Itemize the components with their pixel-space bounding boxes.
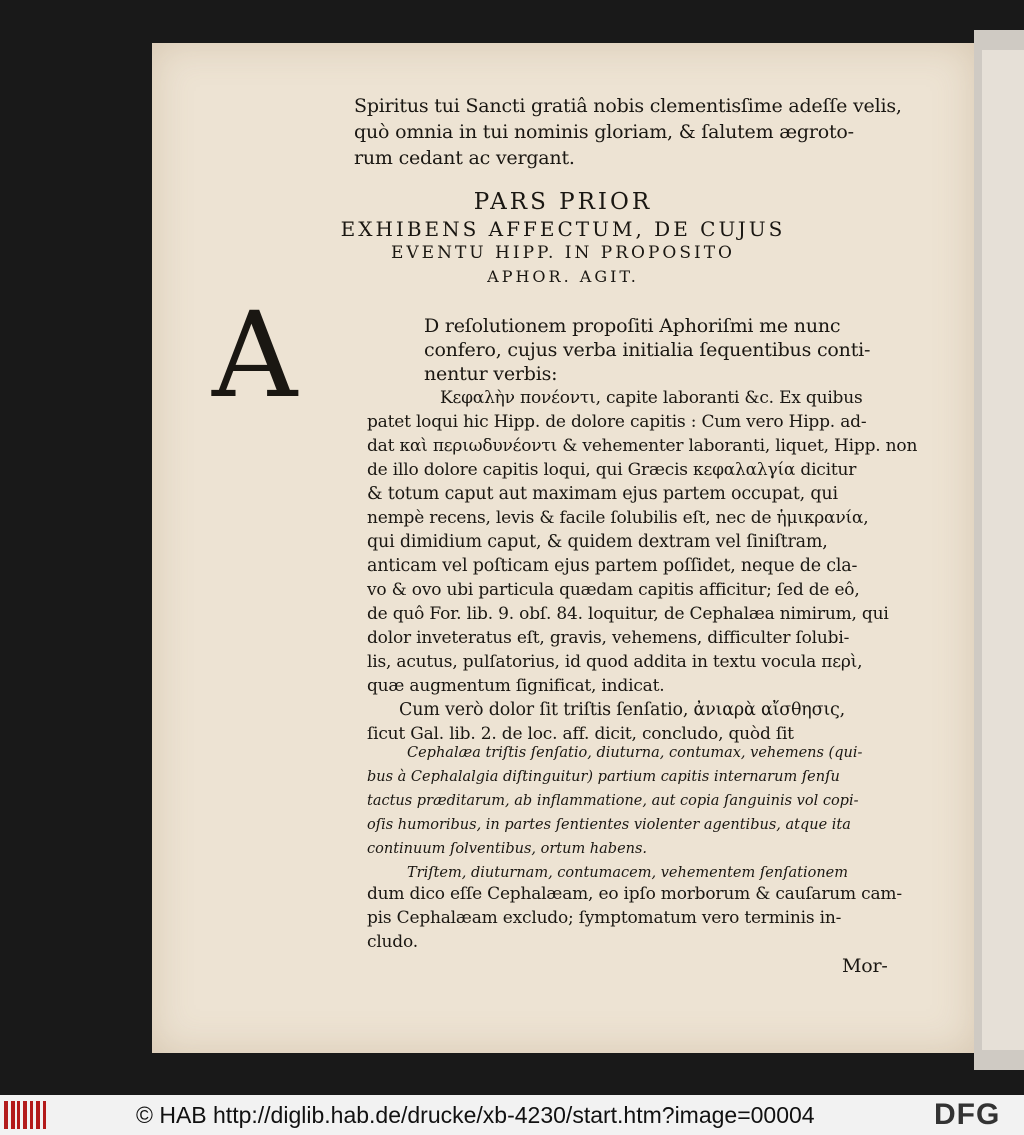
section-heading: APHOR. AGIT.	[487, 267, 639, 286]
definition-line: continuum ſolventibus, ortum habens.	[367, 841, 648, 857]
text-line: nempè recens, levis & facile ſolubilis eſt, nec de ἡμικρανία,	[367, 508, 869, 528]
text-line: dat καὶ περιωδυνέοντι & vehementer laboranti, liquet, Hipp. non	[367, 436, 918, 456]
text-line: pis Cephalæam excludo; ſymptomatum vero terminis in-	[367, 908, 842, 928]
text-line: de illo dolore capitis loqui, qui Græcis κεφαλαλγία dicitur	[367, 460, 857, 480]
hab-barcode-logo-icon	[4, 1101, 48, 1129]
text-line: D reſolutionem propoſiti Aphoriſmi me nunc	[424, 315, 841, 337]
text-line: dum dico eſſe Cephalæam, eo ipſo morborum & cauſarum cam-	[367, 884, 902, 904]
text-line: nentur verbis:	[424, 363, 558, 385]
text-line: & totum caput aut maximam ejus partem occupat, qui	[367, 484, 838, 504]
section-heading: EVENTU HIPP. IN PROPOSITO	[390, 243, 735, 263]
text-line: Triſtem, diuturnam, contumacem, vehementem ſenſationem	[407, 865, 848, 881]
copyright-url[interactable]: © HAB http://diglib.hab.de/drucke/xb-4230/start.htm?image=00004	[136, 1102, 815, 1128]
text-line: ſicut Gal. lib. 2. de loc. aff. dicit, concludo, quòd ſit	[367, 724, 794, 744]
catchword: Mor-	[842, 955, 888, 977]
dfg-logo: DFG	[934, 1098, 1001, 1131]
next-page-edge	[974, 30, 1024, 1070]
text-line: Κεφαλὴν πονέοντι, capite laboranti &c. Ex quibus	[440, 388, 863, 408]
text-line: confero, cujus verba initialia ſequentibus conti-	[424, 339, 871, 361]
book-page	[152, 43, 974, 1053]
intro-line: rum cedant ac vergant.	[354, 147, 575, 169]
text-line: Cum verò dolor ſit triſtis ſenſatio, ἀνιαρὰ αἴσθησις,	[399, 700, 845, 720]
section-heading: PARS PRIOR	[473, 189, 653, 215]
text-line: cludo.	[367, 932, 418, 952]
definition-line: tactus præditarum, ab inflammatione, aut copia ſanguinis vol copi-	[367, 793, 859, 809]
intro-line: quò omnia in tui nominis gloriam, & ſalutem ægroto-	[354, 121, 854, 143]
section-heading: EXHIBENS AFFECTUM, DE CUJUS	[340, 217, 786, 241]
definition-line: Cephalæa triſtis ſenſatio, diuturna, contumax, vehemens (qui-	[407, 745, 863, 761]
text-line: de quô For. lib. 9. obſ. 84. loquitur, de Cephalæa nimirum, qui	[367, 604, 889, 624]
text-line: patet loqui hic Hipp. de dolore capitis : Cum vero Hipp. ad-	[367, 412, 867, 432]
definition-line: bus à Cephalalgia diſtinguitur) partium capitis internarum ſenſu	[367, 769, 840, 785]
text-line: qui dimidium caput, & quidem dextram vel ſiniſtram,	[367, 532, 828, 552]
footer-bar	[0, 1095, 1024, 1135]
definition-line: oſis humoribus, in partes ſentientes violenter agentibus, atque ita	[367, 817, 851, 833]
drop-cap: A	[212, 286, 298, 424]
text-line: lis, acutus, pulſatorius, id quod addita in textu vocula περὶ,	[367, 652, 863, 672]
text-line: vo & ovo ubi particula quædam capitis afficitur; ſed de eô,	[367, 580, 860, 600]
text-line: dolor inveteratus eſt, gravis, vehemens, difficulter ſolubi-	[367, 628, 850, 648]
text-line: quæ augmentum ſignificat, indicat.	[367, 676, 665, 696]
text-line: anticam vel poſticam ejus partem poſſidet, neque de cla-	[367, 556, 858, 576]
intro-line: Spiritus tui Sancti gratiâ nobis clementisſime adeſſe velis,	[354, 95, 902, 117]
